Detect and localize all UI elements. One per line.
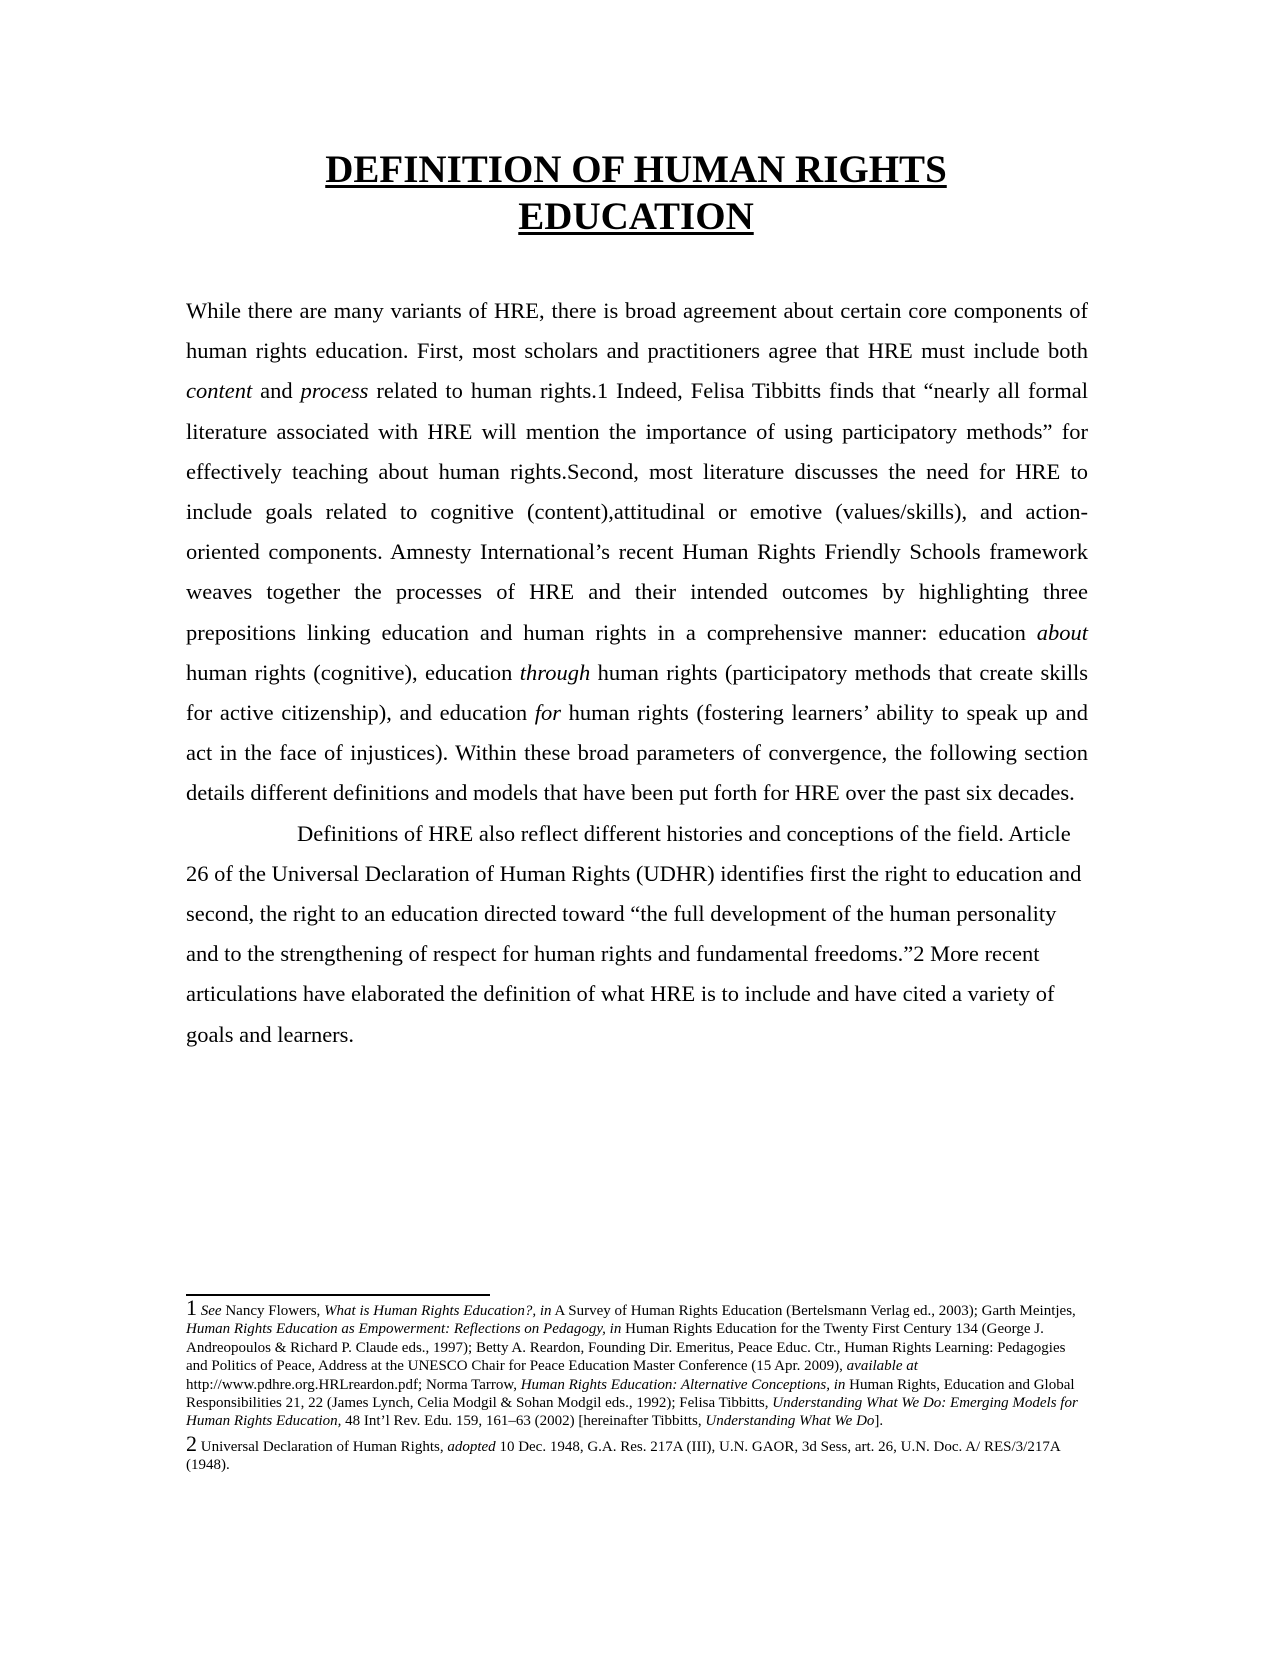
- footnote-1: [186, 1295, 1088, 1431]
- fn1-text-4: http://www.pdhre.org.HRLreardon.pdf; Norma Tarrow,: [186, 1376, 521, 1393]
- p1-italic-for: for: [534, 700, 561, 726]
- fn1-italic-5: Human Rights Education: Alternative Conceptions, in: [520, 1376, 846, 1393]
- p1-italic-through: through: [519, 659, 591, 685]
- paragraph-2: Definitions of HRE also reflect different histories and conceptions of the field. Article 26 of the Universal Declaration of Human Rights (UDHR) identifies first the right to education and second, the right to an education directed toward “the full development of the human personality and to the strengthening of respect for human rights and fundamental freedoms.”2 More recent articulations have elaborated the definition of what HRE is to include and have cited a variety of goals and learners.: [186, 820, 1082, 1047]
- fn1-italic-7: Understanding What We Do: [705, 1413, 875, 1430]
- fn1-text-1: Nancy Flowers,: [221, 1303, 325, 1319]
- fn2-text-1: Universal Declaration of Human Rights,: [197, 1438, 448, 1455]
- fn1-text-5: Human Rights, Education and Global Responsibilities 21, 22 (James Lynch, Celia Modgil & Sohan Modgil eds., 1992); Felisa Tibbitts,: [186, 1376, 1075, 1412]
- fn1-text-2: A Survey of Human Rights Education (Bertelsmann Verlag ed., 2003); Garth Meintjes,: [551, 1303, 1076, 1319]
- p1-text-4: human rights (cognitive), education: [186, 659, 520, 685]
- footnote-2-number: 2: [186, 1430, 197, 1456]
- fn1-text-7: ].: [874, 1413, 884, 1430]
- fn2-text-2: 10 Dec. 1948, G.A. Res. 217A (III), U.N. GAOR, 3d Sess, art. 26, U.N. Doc. A/ RES/3/217A (1948).: [186, 1438, 1060, 1474]
- fn1-text-3: Human Rights Education for the Twenty First Century 134 (George J. Andreopoulos & Richard P. Claude eds., 1997); Betty A. Reardon, Founding Dir. Emeritus, Peace Educ. Ctr., Human Rights Learning: Pedagogies and Politics of Peace, Address at the UNESCO Chair for Peace Education Master Conference (15 Apr. 2009),: [186, 1321, 1066, 1375]
- p1-italic-content: content: [186, 378, 253, 404]
- body-text: [186, 291, 1088, 1055]
- fn1-italic-3: Human Rights Education as Empowerment: Reflections on Pedagogy, in: [186, 1321, 622, 1338]
- p1-text-1: While there are many variants of HRE, there is broad agreement about certain core components of human rights education. First, most scholars and practitioners agree that HRE must include both: [186, 298, 1088, 364]
- fn1-italic-2: What is Human Rights Education?, in: [324, 1303, 552, 1319]
- footnote-separator: [186, 1294, 490, 1296]
- paragraph-1: [186, 291, 1088, 814]
- p1-text-6: human rights (fostering learners’ ability to speak up and act in the face of injustices). Within these broad parameters of convergence, the following section details different definitions and models that have been put forth for HRE over the past six decades.: [186, 700, 1088, 806]
- title-line-2: EDUCATION: [518, 195, 754, 238]
- fn1-text-6: 48 Int’l Rev. Edu. 159, 161–63 (2002) [hereinafter Tibbitts,: [341, 1413, 706, 1430]
- p1-text-2: and: [252, 378, 301, 404]
- page-title: [186, 146, 1086, 240]
- p1-text-3: related to human rights.1 Indeed, Felisa Tibbitts finds that “nearly all formal literature associated with HRE will mention the importance of using participatory methods” for effectively teaching about human rights.Second, most literature discusses the need for HRE to include goals related to cognitive (content),attitudinal or emotive (values/skills), and action-oriented components. Amnesty International’s recent Human Rights Friendly Schools framework weaves together the processes of HRE and their intended outcomes by highlighting three prepositions linking education and human rights in a comprehensive manner: education: [186, 378, 1088, 645]
- fn1-italic-6: Understanding What We Do: Emerging Models for Human Rights Education,: [186, 1395, 1078, 1430]
- p1-text-5: human rights (participatory methods that create skills for active citizenship), and education: [186, 659, 1088, 726]
- p1-italic-process: process: [300, 378, 369, 404]
- fn1-italic-1: See: [200, 1303, 222, 1319]
- footnote-2: [186, 1430, 1088, 1475]
- footnote-1-number: 1: [186, 1295, 197, 1320]
- footnotes: [186, 1295, 1088, 1479]
- title-line-1: DEFINITION OF HUMAN RIGHTS: [325, 148, 947, 191]
- fn2-italic-1: adopted: [447, 1438, 496, 1455]
- p1-italic-about: about: [1036, 619, 1088, 645]
- fn1-italic-4: available at: [846, 1358, 918, 1375]
